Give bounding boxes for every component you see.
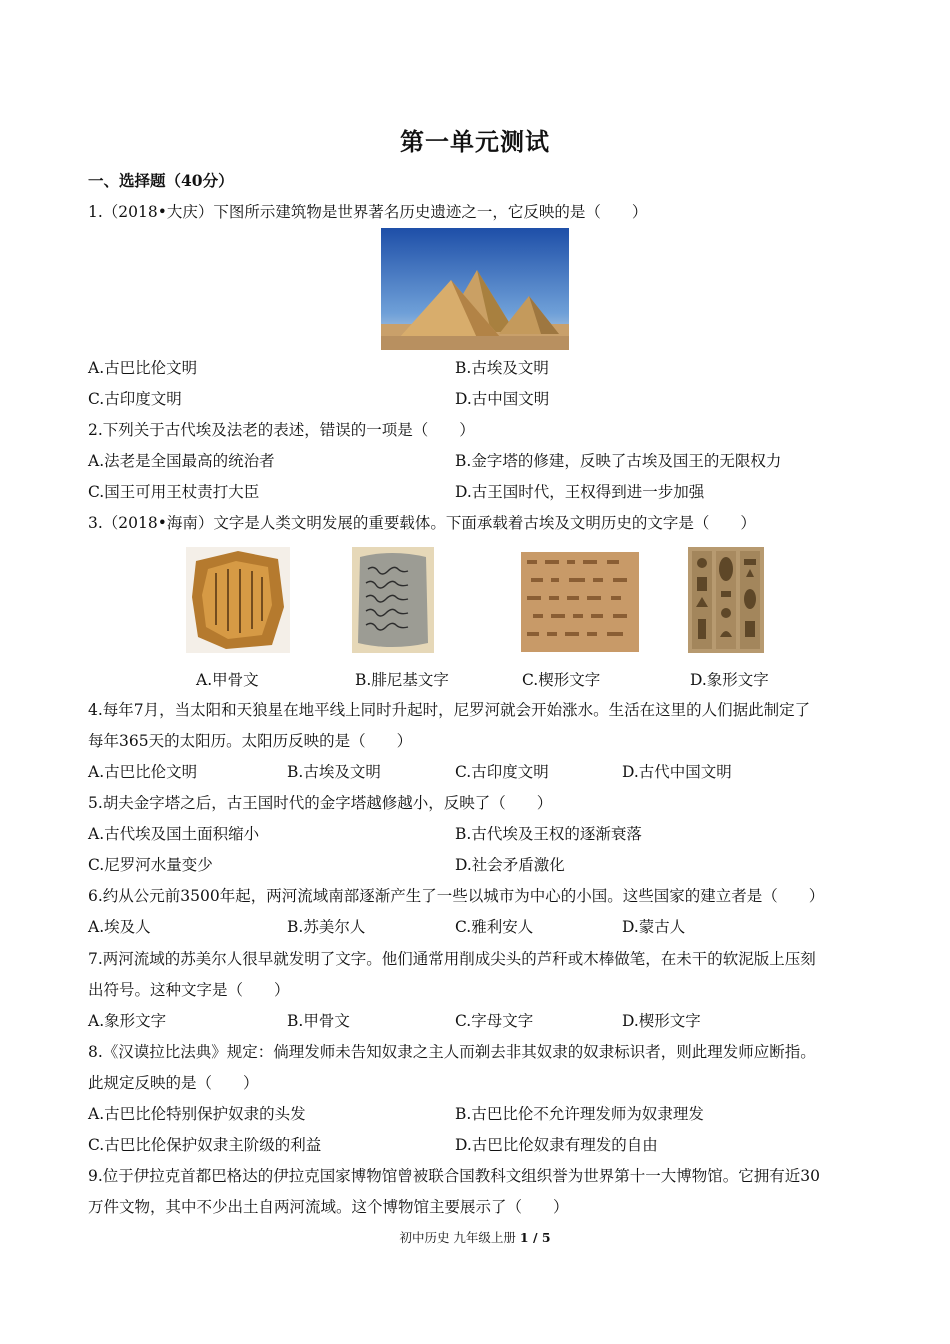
q1-option-d: D.古中国文明 [455, 390, 550, 408]
q1-option-a: A.古巴比伦文明 [88, 359, 198, 377]
question-6-stem: 6.约从公元前3500年起，两河流域南部逐渐产生了一些以城市为中心的小国。这些国家的建立者是（ ） [88, 887, 825, 905]
q7-option-b: B.甲骨文 [287, 1012, 350, 1030]
q7-option-a: A.象形文字 [88, 1012, 167, 1030]
cuneiform-image [521, 552, 639, 652]
q6-option-d: D.蒙古人 [622, 918, 686, 936]
q3-option-c: C.楔形文字 [522, 671, 601, 689]
pyramids-image [381, 228, 569, 350]
q2-option-b: B.金字塔的修建，反映了古埃及国王的无限权力 [455, 452, 782, 470]
q6-option-c: C.雅利安人 [455, 918, 534, 936]
hieroglyph-image [688, 547, 764, 653]
q4-option-b: B.古埃及文明 [287, 763, 381, 781]
question-9-stem-line1: 9.位于伊拉克首都巴格达的伊拉克国家博物馆曾被联合国教科文组织誉为世界第十一大博物馆。它拥有近30 [88, 1167, 821, 1185]
q8-option-a: A.古巴比伦特别保护奴隶的头发 [88, 1105, 306, 1123]
q6-option-a: A.埃及人 [88, 918, 151, 936]
question-4-stem-line1: 4.每年7月，当太阳和天狼星在地平线上同时升起时，尼罗河就会开始涨水。生活在这里的人们据此制定了 [88, 701, 811, 719]
q5-option-a: A.古代埃及国土面积缩小 [88, 825, 260, 843]
question-8-stem-line1: 8.《汉谟拉比法典》规定：倘理发师未告知奴隶之主人而剃去非其奴隶的奴隶标识者，则此理发师应断指。 [88, 1043, 816, 1061]
q5-option-d: D.社会矛盾激化 [455, 856, 565, 874]
q2-option-c: C.国王可用王杖责打大臣 [88, 483, 260, 501]
oracle-bone-image [186, 547, 290, 653]
q5-option-b: B.古代埃及王权的逐渐衰落 [455, 825, 642, 843]
section-heading: 一、选择题（40分） [88, 171, 234, 190]
q4-option-c: C.古印度文明 [455, 763, 549, 781]
q4-option-a: A.古巴比伦文明 [88, 763, 198, 781]
q2-option-d: D.古王国时代，王权得到进一步加强 [455, 483, 705, 501]
question-1-stem: 1.（2018•大庆）下图所示建筑物是世界著名历史遗迹之一，它反映的是（ ） [88, 203, 648, 221]
q4-option-d: D.古代中国文明 [622, 763, 732, 781]
question-7-stem-line1: 7.两河流域的苏美尔人很早就发明了文字。他们通常用削成尖头的芦秆或木棒做笔，在未干的软泥版上压刻 [88, 950, 816, 968]
q3-option-a: A.甲骨文 [196, 671, 259, 689]
q2-option-a: A.法老是全国最高的统治者 [88, 452, 275, 470]
q1-option-b: B.古埃及文明 [455, 359, 549, 377]
question-5-stem: 5.胡夫金字塔之后，古王国时代的金字塔越修越小，反映了（ ） [88, 794, 553, 812]
q3-option-d: D.象形文字 [690, 671, 769, 689]
page-title: 第一单元测试 [400, 127, 550, 156]
page-footer [0, 1228, 950, 1246]
q6-option-b: B.苏美尔人 [287, 918, 366, 936]
phoenician-tablet-image [352, 547, 434, 653]
question-2-stem: 2.下列关于古代埃及法老的表述，错误的一项是（ ） [88, 421, 475, 439]
q7-option-d: D.楔形文字 [622, 1012, 701, 1030]
q5-option-c: C.尼罗河水量变少 [88, 856, 213, 874]
q8-option-b: B.古巴比伦不允许理发师为奴隶理发 [455, 1105, 704, 1123]
question-7-stem-line2: 出符号。这种文字是（ ） [88, 981, 290, 999]
question-9-stem-line2: 万件文物，其中不少出土自两河流域。这个博物馆主要展示了（ ） [88, 1198, 569, 1216]
question-8-stem-line2: 此规定反映的是（ ） [88, 1074, 259, 1092]
question-3-stem: 3.（2018•海南）文字是人类文明发展的重要载体。下面承载着古埃及文明历史的文字是（ ） [88, 514, 756, 532]
q8-option-d: D.古巴比伦奴隶有理发的自由 [455, 1136, 658, 1154]
q3-option-b: B.腓尼基文字 [355, 671, 449, 689]
q1-option-c: C.古印度文明 [88, 390, 182, 408]
footer-course: 初中历史 九年级上册 [399, 1230, 520, 1245]
q8-option-c: C.古巴比伦保护奴隶主阶级的利益 [88, 1136, 322, 1154]
page-number: 1 / 5 [519, 1230, 551, 1245]
q7-option-c: C.字母文字 [455, 1012, 534, 1030]
question-4-stem-line2: 每年365天的太阳历。太阳历反映的是（ ） [88, 732, 413, 750]
